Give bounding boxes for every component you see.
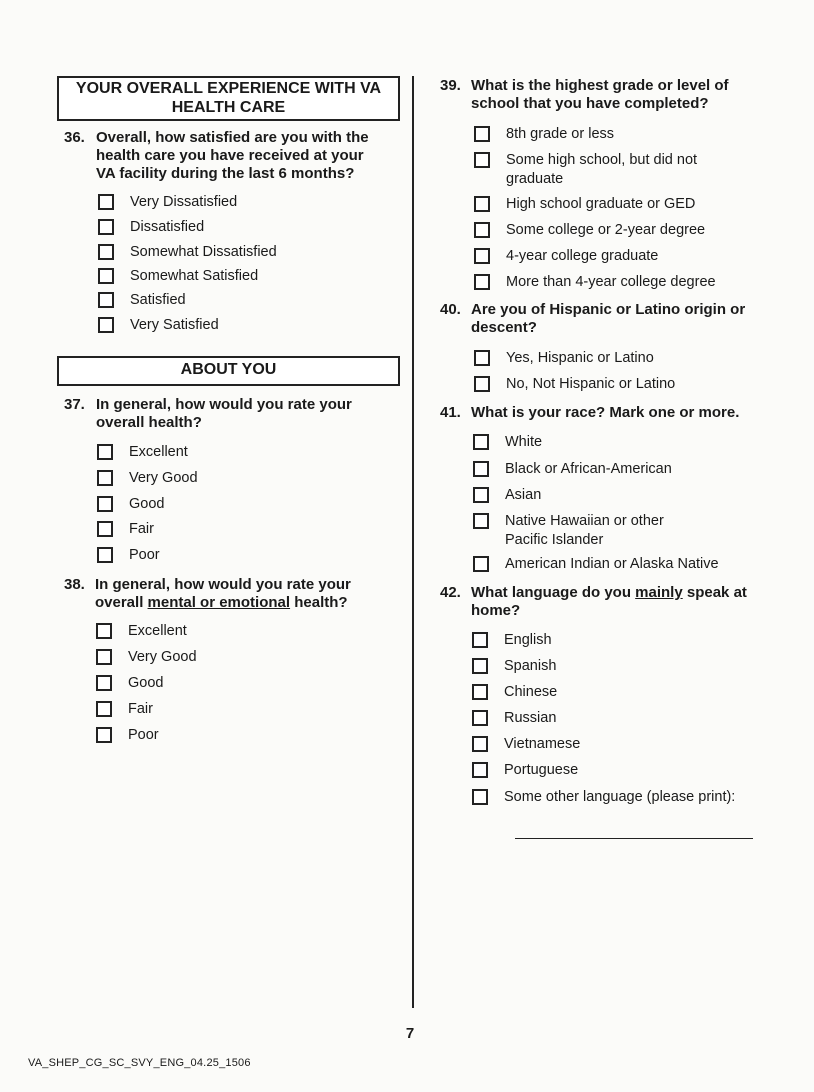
option-label: Good [129,496,165,512]
question-text-before: In general, how would you rate your overall [95,576,351,611]
q40-option-no[interactable] [474,375,675,394]
q36-option-very-satisfied[interactable] [98,316,219,335]
option-label: Russian [504,710,557,726]
question-37 [64,396,384,432]
q41-option-asian[interactable] [473,486,541,505]
question-text [471,584,780,620]
checkbox[interactable] [474,196,490,212]
option-label: High school graduate or GED [506,196,696,212]
section-header-overall-experience [57,76,400,121]
option-label: Excellent [128,623,187,639]
checkbox[interactable] [97,470,113,486]
q36-option-somewhat-dissatisfied[interactable] [98,243,277,262]
q41-option-native-hawaiian[interactable] [473,512,703,550]
option-label: Some college or 2-year degree [506,222,706,238]
question-number: 41. [440,404,461,421]
checkbox[interactable] [474,222,490,238]
option-label: No, Not Hispanic or Latino [506,376,676,392]
checkbox[interactable] [474,126,490,142]
section-header-text: YOUR OVERALL EXPERIENCE WITH VA HEALTH CARE [75,80,382,116]
question-text: In general, how would you rate your overall health? [96,396,352,431]
option-label: Black or African-American [505,461,672,477]
question-text: Are you of Hispanic or Latino origin or descent? [471,301,746,336]
option-label: Asian [505,487,542,503]
q36-option-dissatisfied[interactable] [98,218,204,237]
question-text-underlined: mental or emotional [147,594,291,611]
checkbox[interactable] [474,376,490,392]
option-label: Satisfied [130,292,186,308]
option-label: Fair [129,521,154,537]
question-41 [440,404,780,422]
question-40 [440,301,770,337]
q39-option-4-year-college[interactable] [474,247,658,266]
q38-option-excellent[interactable] [96,622,187,641]
q37-option-good[interactable] [97,495,164,514]
option-label: Fair [128,701,153,717]
q42-option-spanish[interactable] [472,657,556,676]
checkbox[interactable] [472,684,488,700]
q37-option-very-good[interactable] [97,469,198,488]
column-divider [412,76,414,1008]
q42-option-russian[interactable] [472,709,556,728]
option-label: Poor [128,727,159,743]
checkbox[interactable] [97,496,113,512]
q39-option-8th-grade[interactable] [474,125,614,144]
question-text: What is your race? Mark one or more. [471,404,740,421]
checkbox[interactable] [98,194,114,210]
checkbox[interactable] [98,317,114,333]
q41-option-black[interactable] [473,460,672,479]
checkbox[interactable] [474,274,490,290]
checkbox[interactable] [473,434,489,450]
q40-option-yes[interactable] [474,349,654,368]
option-label: Some high school, but did not graduate [506,152,698,187]
q38-option-very-good[interactable] [96,648,197,667]
checkbox[interactable] [96,649,112,665]
option-label: Very Dissatisfied [130,194,238,210]
q36-option-somewhat-satisfied[interactable] [98,267,258,286]
question-42 [440,584,780,620]
checkbox[interactable] [96,675,112,691]
option-label: Very Satisfied [130,317,219,333]
q38-option-poor[interactable] [96,726,159,745]
option-label: Vietnamese [504,736,581,752]
question-number: 42. [440,584,461,601]
option-label: Somewhat Satisfied [130,268,259,284]
checkbox[interactable] [97,444,113,460]
q42-option-chinese[interactable] [472,683,557,702]
checkbox[interactable] [96,701,112,717]
question-number: 37. [64,396,85,413]
checkbox[interactable] [97,547,113,563]
checkbox[interactable] [472,762,488,778]
option-label: Native Hawaiian or other Pacific Islander [505,513,664,548]
other-language-write-in-line[interactable] [515,838,753,839]
checkbox[interactable] [472,632,488,648]
question-text: What is the highest grade or level of school that you have completed? [471,77,729,112]
q37-option-fair[interactable] [97,520,154,539]
q37-option-poor[interactable] [97,546,160,565]
question-number: 36. [64,129,85,146]
q39-option-high-school-ged[interactable] [474,195,695,214]
option-label: 4-year college graduate [506,248,659,264]
q36-option-very-dissatisfied[interactable] [98,193,237,212]
q42-option-english[interactable] [472,631,552,650]
checkbox[interactable] [96,727,112,743]
q38-option-fair[interactable] [96,700,153,719]
question-text-after: health? [290,594,348,611]
page-number: 7 [405,1025,415,1042]
question-number: 40. [440,301,461,318]
q36-option-satisfied[interactable] [98,291,186,310]
checkbox[interactable] [474,248,490,264]
question-38 [64,576,384,612]
option-label: 8th grade or less [506,126,615,142]
checkbox[interactable] [473,513,489,529]
question-text: Overall, how satisfied are you with the health care you have received at your VA facility during the last 6 months? [96,129,369,182]
option-label: Good [128,675,164,691]
checkbox[interactable] [97,521,113,537]
question-text-underlined: mainly [635,584,683,601]
option-label: Portuguese [504,762,579,778]
checkbox[interactable] [96,623,112,639]
checkbox[interactable] [473,461,489,477]
checkbox[interactable] [474,152,490,168]
checkbox[interactable] [472,710,488,726]
option-label: Poor [129,547,160,563]
question-text-after: speak at home? [471,584,747,619]
checkbox[interactable] [473,487,489,503]
option-label: Somewhat Dissatisfied [130,244,277,260]
question-text-before: What language do you [471,584,636,601]
checkbox[interactable] [98,244,114,260]
section-header-text: ABOUT YOU [180,361,277,378]
checkbox[interactable] [472,658,488,674]
checkbox[interactable] [474,350,490,366]
checkbox[interactable] [472,789,488,805]
option-label: Excellent [129,444,188,460]
q42-option-portuguese[interactable] [472,761,578,780]
q42-option-other-language[interactable] [472,788,735,807]
option-label: English [504,632,552,648]
checkbox[interactable] [98,268,114,284]
q41-option-white[interactable] [473,433,542,452]
section-header-about-you [57,356,400,386]
option-label: Dissatisfied [130,219,205,235]
q39-option-some-college[interactable] [474,221,705,240]
checkbox[interactable] [98,292,114,308]
q37-option-excellent[interactable] [97,443,188,462]
option-label: Yes, Hispanic or Latino [506,350,654,366]
q39-option-more-than-4-year[interactable] [474,273,716,292]
option-label: Spanish [504,658,557,674]
q41-option-american-indian[interactable] [473,555,719,574]
q39-option-some-high-school[interactable] [474,151,704,189]
checkbox[interactable] [473,556,489,572]
question-number: 39. [440,77,461,94]
option-label: Very Good [128,649,197,665]
form-code: VA_SHEP_CG_SC_SVY_ENG_04.25_1506 [28,1057,251,1069]
option-label: Very Good [129,470,198,486]
option-label: More than 4-year college degree [506,274,716,290]
option-label: White [505,434,543,450]
q42-option-vietnamese[interactable] [472,735,580,754]
question-36 [64,129,384,183]
checkbox[interactable] [472,736,488,752]
option-label: American Indian or Alaska Native [505,556,719,572]
question-39 [440,77,760,113]
q38-option-good[interactable] [96,674,163,693]
question-text [95,576,384,612]
checkbox[interactable] [98,219,114,235]
option-label: Chinese [504,684,558,700]
option-label: Some other language (please print): [504,789,736,805]
question-number: 38. [64,576,85,593]
